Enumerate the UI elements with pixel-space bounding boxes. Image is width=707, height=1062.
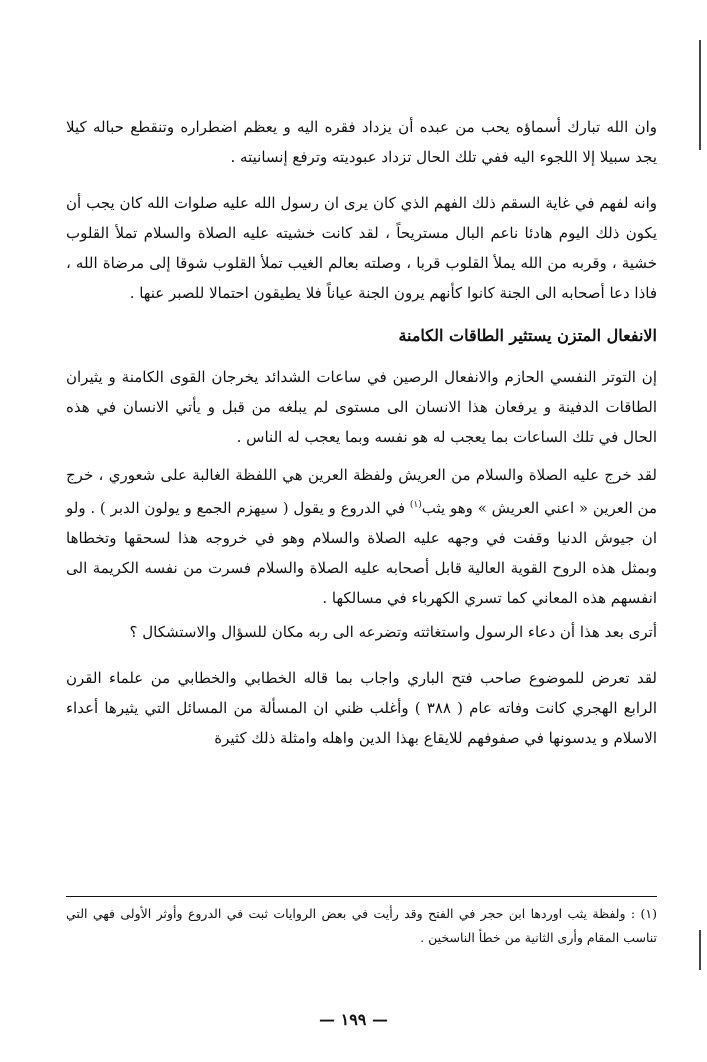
page-number: — ١٩٩ — xyxy=(319,1010,388,1029)
scan-edge-mark xyxy=(699,40,701,150)
section-heading: الانفعال المتزن يستثير الطاقات الكامنة xyxy=(398,326,657,345)
footnote-reference: (١) xyxy=(409,500,422,510)
paragraph-4-part-b: في الدروع و يقول ( سيهزم الجمع و يولون الدبر ) . ولو ان جيوش الدنيا وقفت في وجهه عليه الصلاة والسلام وهو في خروجه هذا لسحقها وتخطاها وبمثل هذه الروح القوية العالية قابل أصحابه عليه الصلاة والسلام فسرت من نفسه الكريمة الى انفسهم هذه المعاني كما تسري الكهرباء في مسالكها . xyxy=(66,499,657,607)
paragraph-5: أترى بعد هذا أن دعاء الرسول واستغاثته وتضرعه الى ربه مكان للسؤال والاستشكال ؟ xyxy=(129,623,657,641)
paragraph-3: إن التوتر النفسي الحازم والانفعال الرصين في ساعات الشدائد يخرجان القوى الكامنة و يثيران الطاقات الدفينة و يرفعان هذا الانسان الى مستوى لم يبلغه من قبل و يأتي الانسان في هذه الحال في تلك الساعات بما يعجب له هو نفسه وبما يعجب له الناس . xyxy=(66,368,657,446)
paragraph-2: وانه لفهم في غاية السقم ذلك الفهم الذي كان يرى ان رسول الله عليه صلوات الله كان يجب أن يكون ذلك اليوم هادئا ناعم البال مستريحاً ، لقد كانت خشيته عليه الصلاة والسلام تملأ القلوب خشية ، وقربه من الله يملأ القلوب قربا ، وصلته بعالم الغيب تملأ القلوب شوقا إلى مرضاة الله ، فاذا دعا أصحابه الى الجنة كانوا كأنهم يرون الجنة عياناً فلا يطيقون احتمالا للصبر عنها . xyxy=(66,194,657,302)
paragraph-1: وان الله تبارك أسماؤه يحب من عبده أن يزداد فقره اليه و يعظم اضطراره وتنقطع حباله كيلا يجد سبيلا إلا اللجوء اليه ففي تلك الحال تزداد عبوديته وترفع إنسانيته . xyxy=(66,118,657,166)
footnote: (١) : ولفظة يثب اوردها ابن حجر في الفتح وقد رأيت في بعض الروايات ثبت في الدروع وأوثر الأولى فهي التي تناسب المقام وأرى الثانية من خطأ الناسخين . xyxy=(66,906,657,945)
paragraph-4 xyxy=(66,460,657,613)
scan-edge-mark-lower xyxy=(699,930,701,970)
paragraph-6: لقد تعرض للموضوع صاحب فتح الباري واجاب بما قاله الخطابي والخطابي من علماء القرن الرابع الهجري كانت وفاته عام ( ٣٨٨ ) وأغلب ظني ان المسألة من المسائل التي يثيرها أعداء الاسلام و يدسونها في صفوفهم للايقاع بهذا الدين واهله وامثلة ذلك كثيرة xyxy=(66,669,657,747)
page-body xyxy=(66,112,657,753)
paragraph-4-part-a: لقد خرج عليه الصلاة والسلام من العريش ولفظة العرين هي اللفظة الغالبة على شعوري ، خرج من العرين « اعني العريش » وهو يثب xyxy=(66,466,657,517)
footnote-divider xyxy=(66,896,657,897)
